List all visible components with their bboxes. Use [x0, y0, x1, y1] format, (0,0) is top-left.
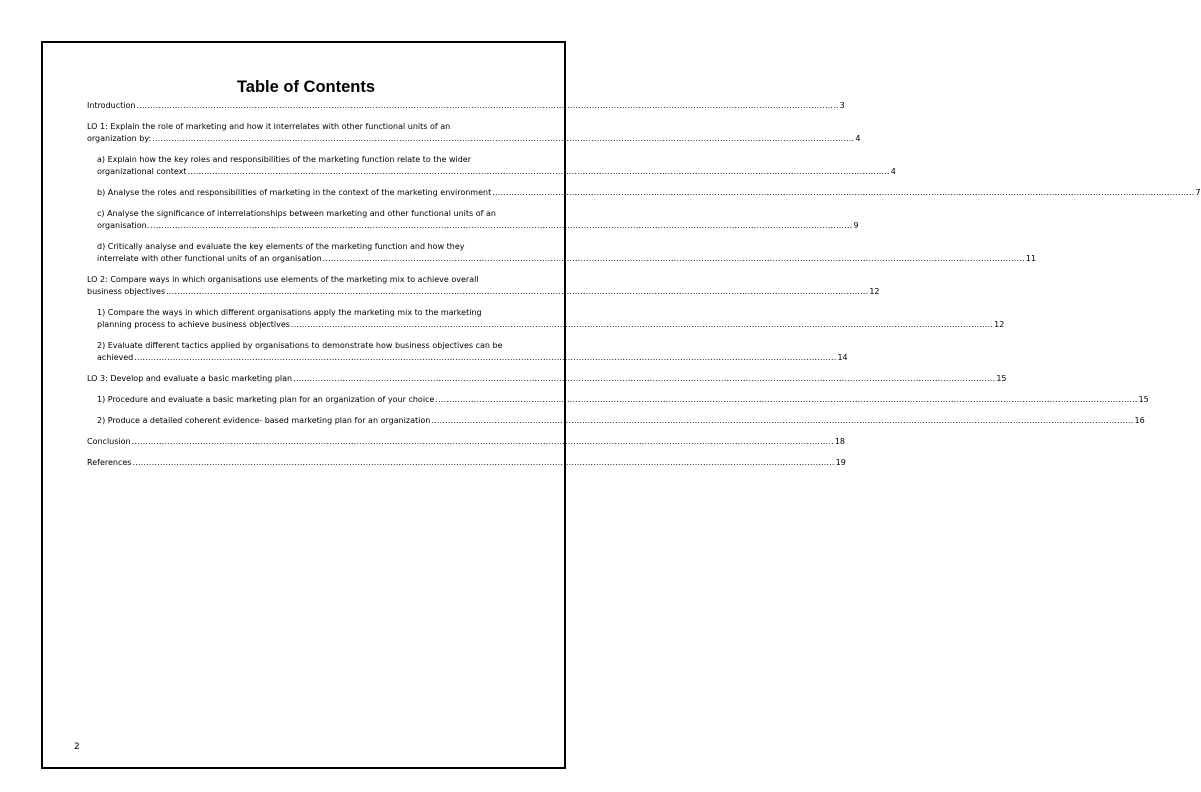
toc-entry-text: 1) Procedure and evaluate a basic marketing plan for an organization of your choice — [97, 395, 435, 404]
toc-entry-text: organisation. — [97, 221, 150, 230]
toc-page-number: 15 — [1138, 395, 1149, 404]
toc-page-number: 4 — [855, 134, 861, 143]
toc-entry[interactable] — [87, 100, 845, 112]
dot-leader — [132, 457, 834, 469]
toc-entry-text: achieved — [97, 353, 134, 362]
dot-leader — [323, 253, 1025, 265]
toc-page-number: 11 — [1025, 254, 1037, 263]
toc-entry[interactable] — [87, 121, 861, 145]
toc-entry-text: organizational context — [97, 167, 187, 176]
toc-entry-text: planning process to achieve business objectives — [97, 320, 290, 329]
dot-leader — [166, 286, 868, 298]
toc-page-number: 7 — [1195, 188, 1201, 197]
toc-entry[interactable] — [87, 154, 896, 178]
toc-entry-text: LO 3: Develop and evaluate a basic marketing plan — [87, 374, 293, 383]
toc-entry[interactable] — [87, 307, 1005, 331]
toc-page-number: 16 — [1134, 416, 1145, 425]
toc-page-number: 18 — [834, 437, 845, 446]
toc-entry[interactable] — [87, 436, 845, 448]
toc-page-number: 4 — [890, 167, 896, 176]
toc-entry[interactable] — [87, 457, 846, 469]
toc-entry-text: d) Critically analyse and evaluate the key elements of the marketing function and how they — [97, 242, 465, 251]
toc-page-number: 12 — [994, 320, 1005, 329]
toc-title: Table of Contents — [236, 78, 376, 96]
dot-leader — [291, 319, 993, 331]
dot-leader — [293, 373, 995, 385]
dot-leader — [152, 133, 854, 145]
toc-entry[interactable] — [87, 274, 880, 298]
table-of-contents — [87, 100, 1201, 478]
toc-page-number: 12 — [869, 287, 880, 296]
toc-entry-text: c) Analyse the significance of interrelationships between marketing and other functional units of an — [97, 209, 496, 218]
toc-entry-text: LO 1: Explain the role of marketing and how it interrelates with other functional units of an — [87, 122, 451, 131]
toc-entry-text: Introduction — [87, 101, 136, 110]
toc-entry-text: Conclusion — [87, 437, 131, 446]
toc-entry[interactable] — [87, 340, 848, 364]
toc-entry[interactable] — [87, 187, 1201, 199]
dot-leader — [431, 415, 1133, 427]
toc-entry-text: business objectives — [87, 287, 166, 296]
dot-leader — [150, 220, 852, 232]
toc-entry-text: b) Analyse the roles and responsibilities of marketing in the context of the marketing environment — [97, 188, 492, 197]
toc-page-number: 14 — [837, 353, 848, 362]
toc-page-number: 15 — [996, 374, 1007, 383]
toc-entry-text: 2) Produce a detailed coherent evidence- based marketing plan for an organization — [97, 416, 431, 425]
toc-entry-text: 2) Evaluate different tactics applied by organisations to demonstrate how business objectives can be — [97, 341, 503, 350]
footer-page-number: 2 — [74, 742, 80, 752]
dot-leader — [435, 394, 1137, 406]
toc-entry[interactable] — [87, 208, 859, 232]
toc-page-number: 9 — [853, 221, 859, 230]
dot-leader — [134, 352, 836, 364]
toc-page-number: 3 — [839, 101, 845, 110]
toc-entry-text: a) Explain how the key roles and responsibilities of the marketing function relate to the wider — [97, 155, 472, 164]
toc-page-number: 19 — [835, 458, 846, 467]
toc-entry[interactable] — [87, 415, 1145, 427]
toc-entry-text: LO 2: Compare ways in which organisations use elements of the marketing mix to achieve overall — [87, 275, 479, 284]
toc-entry-text: organization by: — [87, 134, 152, 143]
toc-entry-text: interrelate with other functional units of an organisation — [97, 254, 322, 263]
dot-leader — [492, 187, 1194, 199]
dot-leader — [188, 166, 890, 178]
dot-leader — [132, 436, 834, 448]
toc-entry-text: 1) Compare the ways in which different organisations apply the marketing mix to the marketing — [97, 308, 482, 317]
toc-entry[interactable] — [87, 241, 1037, 265]
toc-entry-text: References — [87, 458, 132, 467]
toc-entry[interactable] — [87, 373, 1007, 385]
toc-entry[interactable] — [87, 394, 1149, 406]
dot-leader — [136, 100, 838, 112]
